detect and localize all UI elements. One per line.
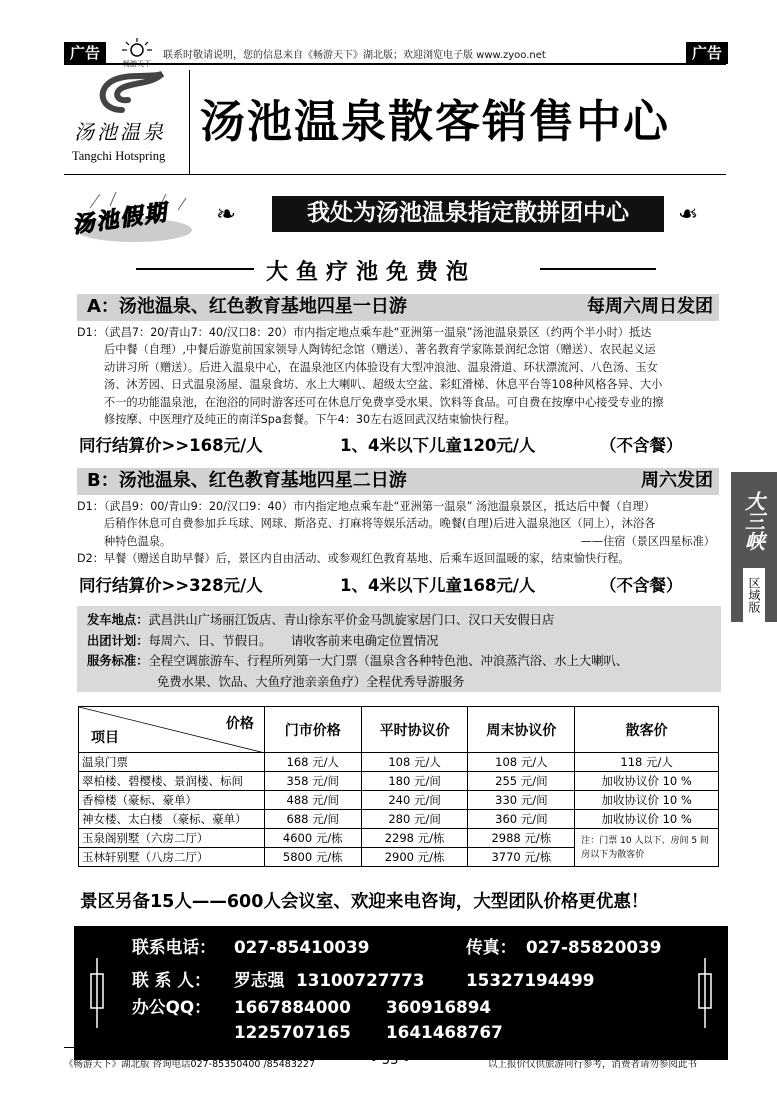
tagline-rule-right [540, 268, 656, 270]
cell: 玉林轩别墅（八房二厅） [79, 848, 265, 867]
info-box [77, 606, 721, 692]
depart-text: 武昌洪山广场丽江饭店、青山徐东平价金马凯旋家居门口、汉口天安假日店 [148, 613, 555, 627]
fax-label: 传真： [466, 937, 517, 957]
tour-a-line: 汤、沐芳园、日式温泉汤屋、温泉食坊、水上大喇叭、超级太空盆、彩虹滑梯、休息平台等108种风格各异、大小 [104, 378, 663, 392]
tour-b-header [77, 468, 719, 495]
tour-a-note: （不含餐） [600, 436, 683, 455]
service-text: 全程空调旅游车、行程所列第一大门票（温泉含各种特色池、冲浪蒸汽浴、水上大喇叭、 [148, 654, 629, 668]
qq2: 360916894 [386, 997, 492, 1017]
table-footnote: 注：门票 10 人以下、房间 5 间房以下为散客价 [575, 829, 719, 867]
brand-swirl-icon [92, 70, 168, 116]
holiday-badge-text: 汤池假期 [70, 199, 170, 239]
tour-b-schedule: 周六发团 [641, 470, 713, 491]
cell: 488 元/间 [264, 791, 361, 810]
tour-b-line [77, 533, 721, 550]
person-value: 罗志强 13100727773 [234, 970, 425, 990]
side-tab-title: 大三峡 [741, 491, 766, 551]
meeting-line: 景区另备15人——600人会议室、欢迎来电咨询，大型团队价格更优惠！ [80, 892, 649, 912]
fax-value: 027-85820039 [526, 937, 662, 957]
phone-label: 联系电话： [132, 937, 216, 957]
depart-label: 发车地点： [87, 613, 149, 627]
brand-rule [64, 174, 726, 175]
cell: 5800 元/栋 [264, 848, 361, 867]
brand-divider [189, 70, 190, 174]
cell: 翠柏楼、碧樱楼、景润楼、标间 [79, 772, 265, 791]
cell: 360 元/间 [468, 810, 575, 829]
table-corner-cell [79, 707, 265, 753]
plan-label: 出团计划： [87, 633, 149, 648]
cell: 240 元/间 [361, 791, 468, 810]
cell: 108 元/人 [361, 753, 468, 772]
header-rule [64, 63, 726, 65]
tour-a-line: 不一的功能温泉池，在泡浴的同时游客还可在休息厅免费享受水果、饮料等食品。可自费在按摩中心接受专业的擦 [104, 395, 664, 409]
cell: 118 元/人 [575, 753, 719, 772]
ad-label-right: 广告 [686, 42, 728, 64]
cell: 688 元/间 [264, 810, 361, 829]
cell: 2988 元/栋 [468, 829, 575, 848]
cell: 255 元/间 [468, 772, 575, 791]
tour-b-title: B：汤池温泉、红色教育基地四星二日游 [87, 470, 407, 491]
tour-a-schedule: 每周六周日发团 [587, 296, 713, 317]
cell: 330 元/间 [468, 791, 575, 810]
service-row [87, 651, 711, 672]
tour-a-price-child: 1、4米以下儿童120元/人 [340, 436, 536, 455]
plan-row [87, 631, 711, 652]
service-label: 服务标准： [87, 654, 149, 668]
right-ornament-icon [695, 958, 715, 1028]
tour-b-stay-note: ——住宿（景区四星标准） [580, 534, 715, 548]
cell: 168 元/人 [264, 753, 361, 772]
left-ornament-icon [87, 958, 107, 1028]
holiday-badge [70, 188, 196, 244]
tour-a-line: 动讲习所（赠送）。后进入温泉中心，在温泉池区内体验设有大型冲浪池、温泉滑道、环状漂流河、八色汤、玉女 [104, 360, 658, 374]
tour-a-line: 修按摩、中医理疗及纯正的南洋Spa套餐。下午4：30左右返回武汉结束愉快行程。 [104, 413, 516, 427]
tour-a-line: D1：（武昌7：20/青山7：40/汉口8：20）市内指定地点乘车赴“亚洲第一温泉”汤池温泉景区（约两个半小时）抵达 [77, 326, 652, 339]
qq-label: 办公QQ： [132, 997, 211, 1017]
tour-b-price-adult: 同行结算价>>328元/人 [79, 576, 263, 595]
side-region-tab [731, 472, 777, 622]
footer-left: 《畅游天下》湖北版 咨询电话027-85350400 /85483227 [64, 1059, 316, 1070]
cell: 358 元/间 [264, 772, 361, 791]
cell: 加收协议价 10 % [575, 772, 719, 791]
service-row-cont: 免费水果、饮品、大鱼疗池亲亲鱼疗）全程优秀导游服务 [157, 674, 465, 689]
cell: 2298 元/栋 [361, 829, 468, 848]
cell: 加收协议价 10 % [575, 791, 719, 810]
cell: 4600 元/栋 [264, 829, 361, 848]
qq4: 1641468767 [386, 1022, 503, 1042]
corner-price-label: 价格 [225, 716, 254, 732]
tour-a-header [77, 294, 719, 321]
tour-b-line-end: 种特色温泉。 [104, 534, 172, 548]
tour-b-line: D2：早餐（赠送自助早餐）后，景区内自由活动、或参观红色教育基地、后乘车返回温暖的家，结束愉快行程。 [77, 552, 630, 566]
mobile2-value: 15327194499 [466, 970, 595, 990]
cell: 香樟楼（豪标、豪单） [79, 791, 265, 810]
col-header: 门市价格 [264, 707, 361, 753]
col-header: 平时协议价 [361, 707, 468, 753]
phone-value: 027-85410039 [234, 937, 370, 957]
tour-b-line: 后稍作休息可自费参加乒乓球、网球、斯洛克、打麻将等娱乐活动。晚餐(自理)后进入温泉池区（同上），沐浴各 [104, 517, 656, 531]
tour-a-line: 后中餐（自理）,中餐后游览前国家领导人陶铸纪念馆（赠送）、著名教育学家陈景润纪念馆（赠送）、农民起义运 [104, 343, 656, 357]
plan-text: 每周六、日、节假日。 请收客前来电确定位置情况 [148, 633, 439, 648]
cell: 108 元/人 [468, 753, 575, 772]
banner: 我处为汤池温泉指定散拼团中心 [272, 196, 664, 232]
brand-calligraphy: 汤池温泉 [74, 120, 166, 144]
corner-item-label: 项目 [91, 730, 119, 746]
cell: 玉泉阁别墅（六房二厅） [79, 829, 265, 848]
cell: 280 元/间 [361, 810, 468, 829]
tour-b-itinerary [77, 498, 721, 568]
depart-row [87, 610, 711, 631]
tour-b-note: （不含餐） [600, 576, 683, 595]
tour-b-line: D1：（武昌9：00/青山9：20/汉口9：40）市内指定地点乘车赴“亚洲第一温泉” 汤池温泉景区，抵达后中餐（自理） [77, 500, 655, 513]
contact-box [74, 926, 728, 1060]
tour-a-price-adult: 同行结算价>>168元/人 [79, 436, 263, 455]
qq1: 1667884000 [234, 997, 351, 1017]
cell: 加收协议价 10 % [575, 810, 719, 829]
table-row [79, 829, 719, 848]
cell: 神女楼、太白楼 （豪标、豪单） [79, 810, 265, 829]
col-header: 周末协议价 [468, 707, 575, 753]
table-row [79, 753, 719, 772]
table-row [79, 810, 719, 829]
cell: 2900 元/栋 [361, 848, 468, 867]
right-flourish-icon: ❧ [678, 200, 699, 228]
footer-rule [64, 1047, 726, 1048]
tour-a-itinerary [77, 324, 721, 428]
cell: 温泉门票 [79, 753, 265, 772]
ad-label-left: 广告 [64, 42, 106, 64]
tour-a-title: A：汤池温泉、红色教育基地四星一日游 [87, 296, 407, 317]
fish-tagline: 大鱼疗池免费泡 [266, 260, 477, 285]
side-tab-sub: 区域版 [743, 568, 765, 622]
page-title: 汤池温泉散客销售中心 [200, 95, 671, 148]
cell: 180 元/间 [361, 772, 468, 791]
person-label: 联 系 人： [132, 970, 211, 990]
table-row [79, 772, 719, 791]
table-header-row [79, 707, 719, 753]
footer-right: 以上报价仅供旅游同行参考，消费者请勿参阅此书 [488, 1059, 698, 1070]
tagline-rule-left [136, 268, 254, 270]
page-number: • 53 • [370, 1053, 411, 1068]
qq3: 1225707165 [234, 1022, 351, 1042]
header-slogan: 联系时敬请说明，您的信息来自《畅游天下》湖北版；欢迎浏览电子版 www.zyoo.net [163, 50, 546, 61]
table-row [79, 791, 719, 810]
brand-english: Tangchi Hotspring [72, 149, 166, 163]
price-table [78, 706, 719, 867]
tour-b-price-child: 1、4米以下儿童168元/人 [340, 576, 536, 595]
left-flourish-icon: ❧ [216, 200, 237, 228]
col-header: 散客价 [575, 707, 719, 753]
cell: 3770 元/栋 [468, 848, 575, 867]
